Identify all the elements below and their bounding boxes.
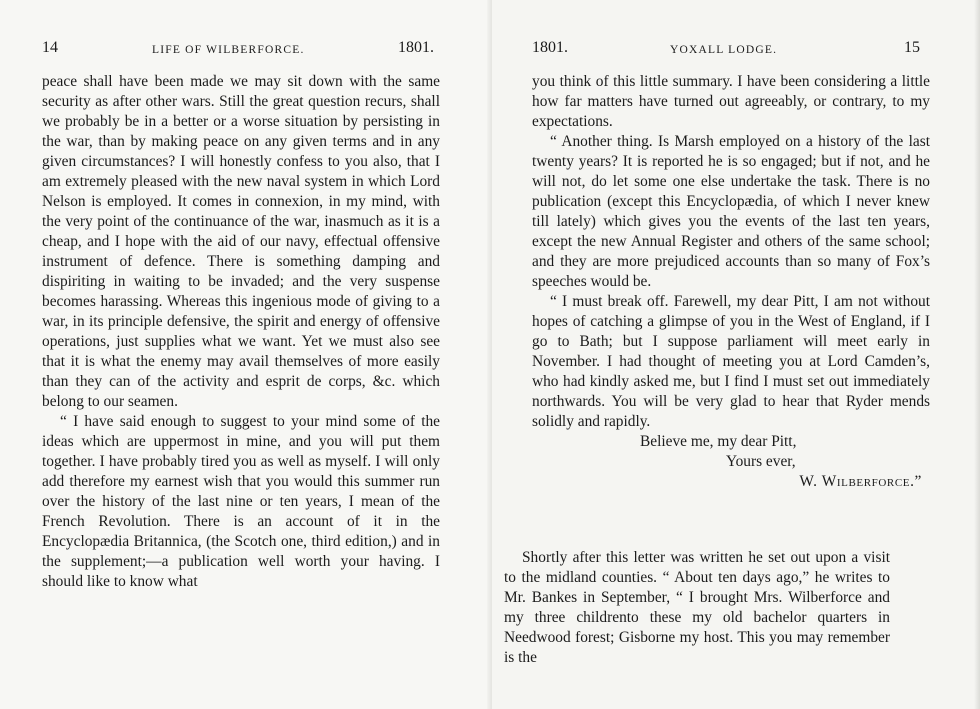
- narrative-paragraph: Shortly after this letter was written he set out upon a visit to the midland counties. “ About ten days ago,” he writes to Mr. Bankes in September, “ I brought Mrs. Wilberforce and my three childrento these my old bachelor quarters in Needwood forest; Gisborne my host. This you may remember is the: [504, 549, 890, 666]
- right-running-title: YOXALL LODGE.: [670, 44, 778, 56]
- left-paragraph-2: “ I have said enough to suggest to your mind some of the ideas which are uppermost in mine, and you will put them together. I have probably tired you as well as myself. I will only add therefore my earnest wish that you would this summer run over the history of the last nine or ten years, I mean of the French Revolution. There is an account of it in the Encyclopædia Britannica, (the Scotch one, third edition,) and in the supplement;—a publication well worth your having. I should like to know what: [42, 413, 440, 590]
- page-edge-shadow: [974, 0, 980, 709]
- left-page-header: [42, 38, 442, 58]
- right-paragraph-1: you think of this little summary. I have been considering a little how far matters have turned out agreeably, or contrary, to my expectations.: [532, 73, 930, 130]
- letter-closing: Believe me, my dear Pitt,: [640, 433, 797, 450]
- letter-signature: W. Wilberforce.”: [799, 473, 922, 490]
- right-page-number: 15: [904, 39, 920, 56]
- letter-valediction: Yours ever,: [726, 453, 796, 470]
- narrative-block: [504, 548, 890, 668]
- right-page-header: [532, 38, 932, 58]
- left-page-year: 1801.: [398, 39, 434, 56]
- left-page-body: [42, 72, 440, 592]
- right-page: [492, 0, 980, 709]
- left-paragraph-1: peace shall have been made we may sit down with the same security as after other wars. Still the great question recurs, shall we probably be in a better or a worse situation by persisting in the war, than by making peace on any given terms and in any given circumstances? I will honestly confess to you also, that I am extremely pleased with the new naval system in which Lord Nelson is employed. It comes in connexion, in my mind, with the very point of the continuance of the war, inasmuch as it is a cheap, and I hope with the aid of our navy, effectual offensive instrument of defence. There is something damping and dispiriting in waiting to be invaded; and the very suspense becomes harassing. Whereas this ingenious mode of giving to a war, in its principle defensive, the spirit and energy of offensive operations, just supplies what we want. Yet we must also see that it is what the enemy may avail themselves of more easily than they can of the activity and esprit de corps, &c. which belong to our seamen.: [42, 73, 440, 410]
- right-paragraph-2: “ Another thing. Is Marsh employed on a history of the last twenty years? It is reported he is so engaged; but if not, and he will not, do let some one else undertake the task. There is no publication (except this Encyclopædia, of which I never knew till lately) which gives you the events of the last ten years, except the new Annual Register and others of the same school; and they are more prejudiced accounts than so many of Fox’s speeches would be.: [532, 133, 930, 290]
- right-page-year: 1801.: [532, 39, 568, 56]
- left-page-number: 14: [42, 39, 58, 56]
- right-page-body: [532, 72, 930, 492]
- right-paragraph-3: “ I must break off. Farewell, my dear Pitt, I am not without hopes of catching a glimpse of you in the West of England, if I go to Bath; but I suppose parliament will meet early in November. I had thought of meeting you at Lord Camden’s, who had kindly asked me, but I find I must set out immediately northwards. You will be very glad to hear that Ryder mends solidly and rapidly.: [532, 293, 930, 430]
- left-running-title: LIFE OF WILBERFORCE.: [152, 44, 305, 56]
